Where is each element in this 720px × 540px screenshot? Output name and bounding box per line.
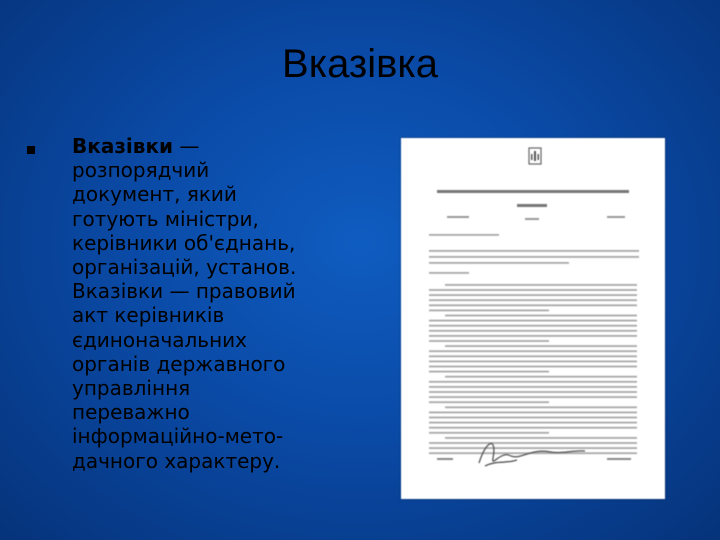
document-text-line: [429, 355, 637, 357]
bullet-line: управління: [72, 376, 191, 401]
document-text-line: [429, 366, 637, 368]
document-text-line: [429, 310, 549, 312]
bullet-line-first: [72, 134, 372, 158]
document-text-line: [429, 361, 637, 363]
document-scan-drawing: [401, 138, 665, 499]
bullet-text: [72, 134, 372, 473]
document-text-line: [429, 412, 637, 414]
slide-title: Вказівка: [282, 42, 438, 86]
document-text-line: [445, 345, 637, 347]
document-text-line: [429, 335, 637, 337]
document-text-line: [429, 381, 637, 383]
document-text-line: [429, 256, 639, 258]
document-text-line: [429, 391, 637, 393]
document-text-line: [429, 272, 469, 274]
bullet-line: акт керівників: [72, 303, 225, 328]
document-text-line: [429, 250, 639, 252]
document-text-line: [429, 371, 549, 373]
bullet-dash: —: [173, 134, 200, 158]
bullet-line: переважно: [72, 400, 190, 425]
document-text-line: [445, 406, 637, 408]
document-text-line: [429, 442, 637, 444]
bullet-square-icon: [27, 146, 35, 154]
document-text-line: [429, 350, 637, 352]
bullet-line: організацій, установ.: [72, 255, 297, 280]
document-text-line: [429, 417, 637, 419]
document-text-line: [429, 304, 637, 306]
bullet-line: документ, який: [72, 182, 237, 207]
bullet-line: дачного характеру.: [72, 448, 281, 473]
document-text-line: [429, 386, 637, 388]
bullet-line: органів державного: [72, 351, 286, 376]
document-text-line: [445, 437, 637, 439]
document-text-line: [429, 422, 637, 424]
document-text-line: [429, 262, 569, 264]
document-text-line: [429, 447, 637, 449]
bullet-term: Вказівки: [72, 134, 174, 158]
document-text-line: [429, 325, 637, 327]
document-text-line: [429, 432, 549, 434]
document-text-line: [445, 315, 637, 317]
bullet-line: Вказівки — правовий: [72, 279, 296, 304]
document-text-line: [429, 330, 637, 332]
document-text-line: [429, 340, 549, 342]
bullet-line: розпорядчий: [72, 158, 210, 183]
document-text-line: [429, 401, 549, 403]
document-text-line: [429, 320, 637, 322]
document-text-line: [429, 234, 499, 236]
bullet-line: готують міністри,: [72, 206, 259, 231]
trident-emblem-icon: [529, 148, 541, 164]
document-text-line: [429, 289, 637, 291]
document-text-line: [429, 427, 637, 429]
document-body-lines: [429, 234, 639, 454]
signature-scribble: [479, 444, 585, 466]
bullet-line: єдиноначальних: [72, 327, 247, 352]
document-scan-image: [401, 138, 665, 499]
document-text-line: [445, 376, 637, 378]
document-text-line: [429, 396, 637, 398]
document-text-line: [445, 284, 637, 286]
bullet-line: керівники об'єднань,: [72, 230, 296, 255]
document-text-line: [429, 299, 637, 301]
bullet-line: інформаційно-мето-: [72, 424, 284, 449]
document-footer-lines: [437, 458, 631, 460]
document-text-line: [429, 294, 637, 296]
document-header-lines: [437, 190, 629, 220]
